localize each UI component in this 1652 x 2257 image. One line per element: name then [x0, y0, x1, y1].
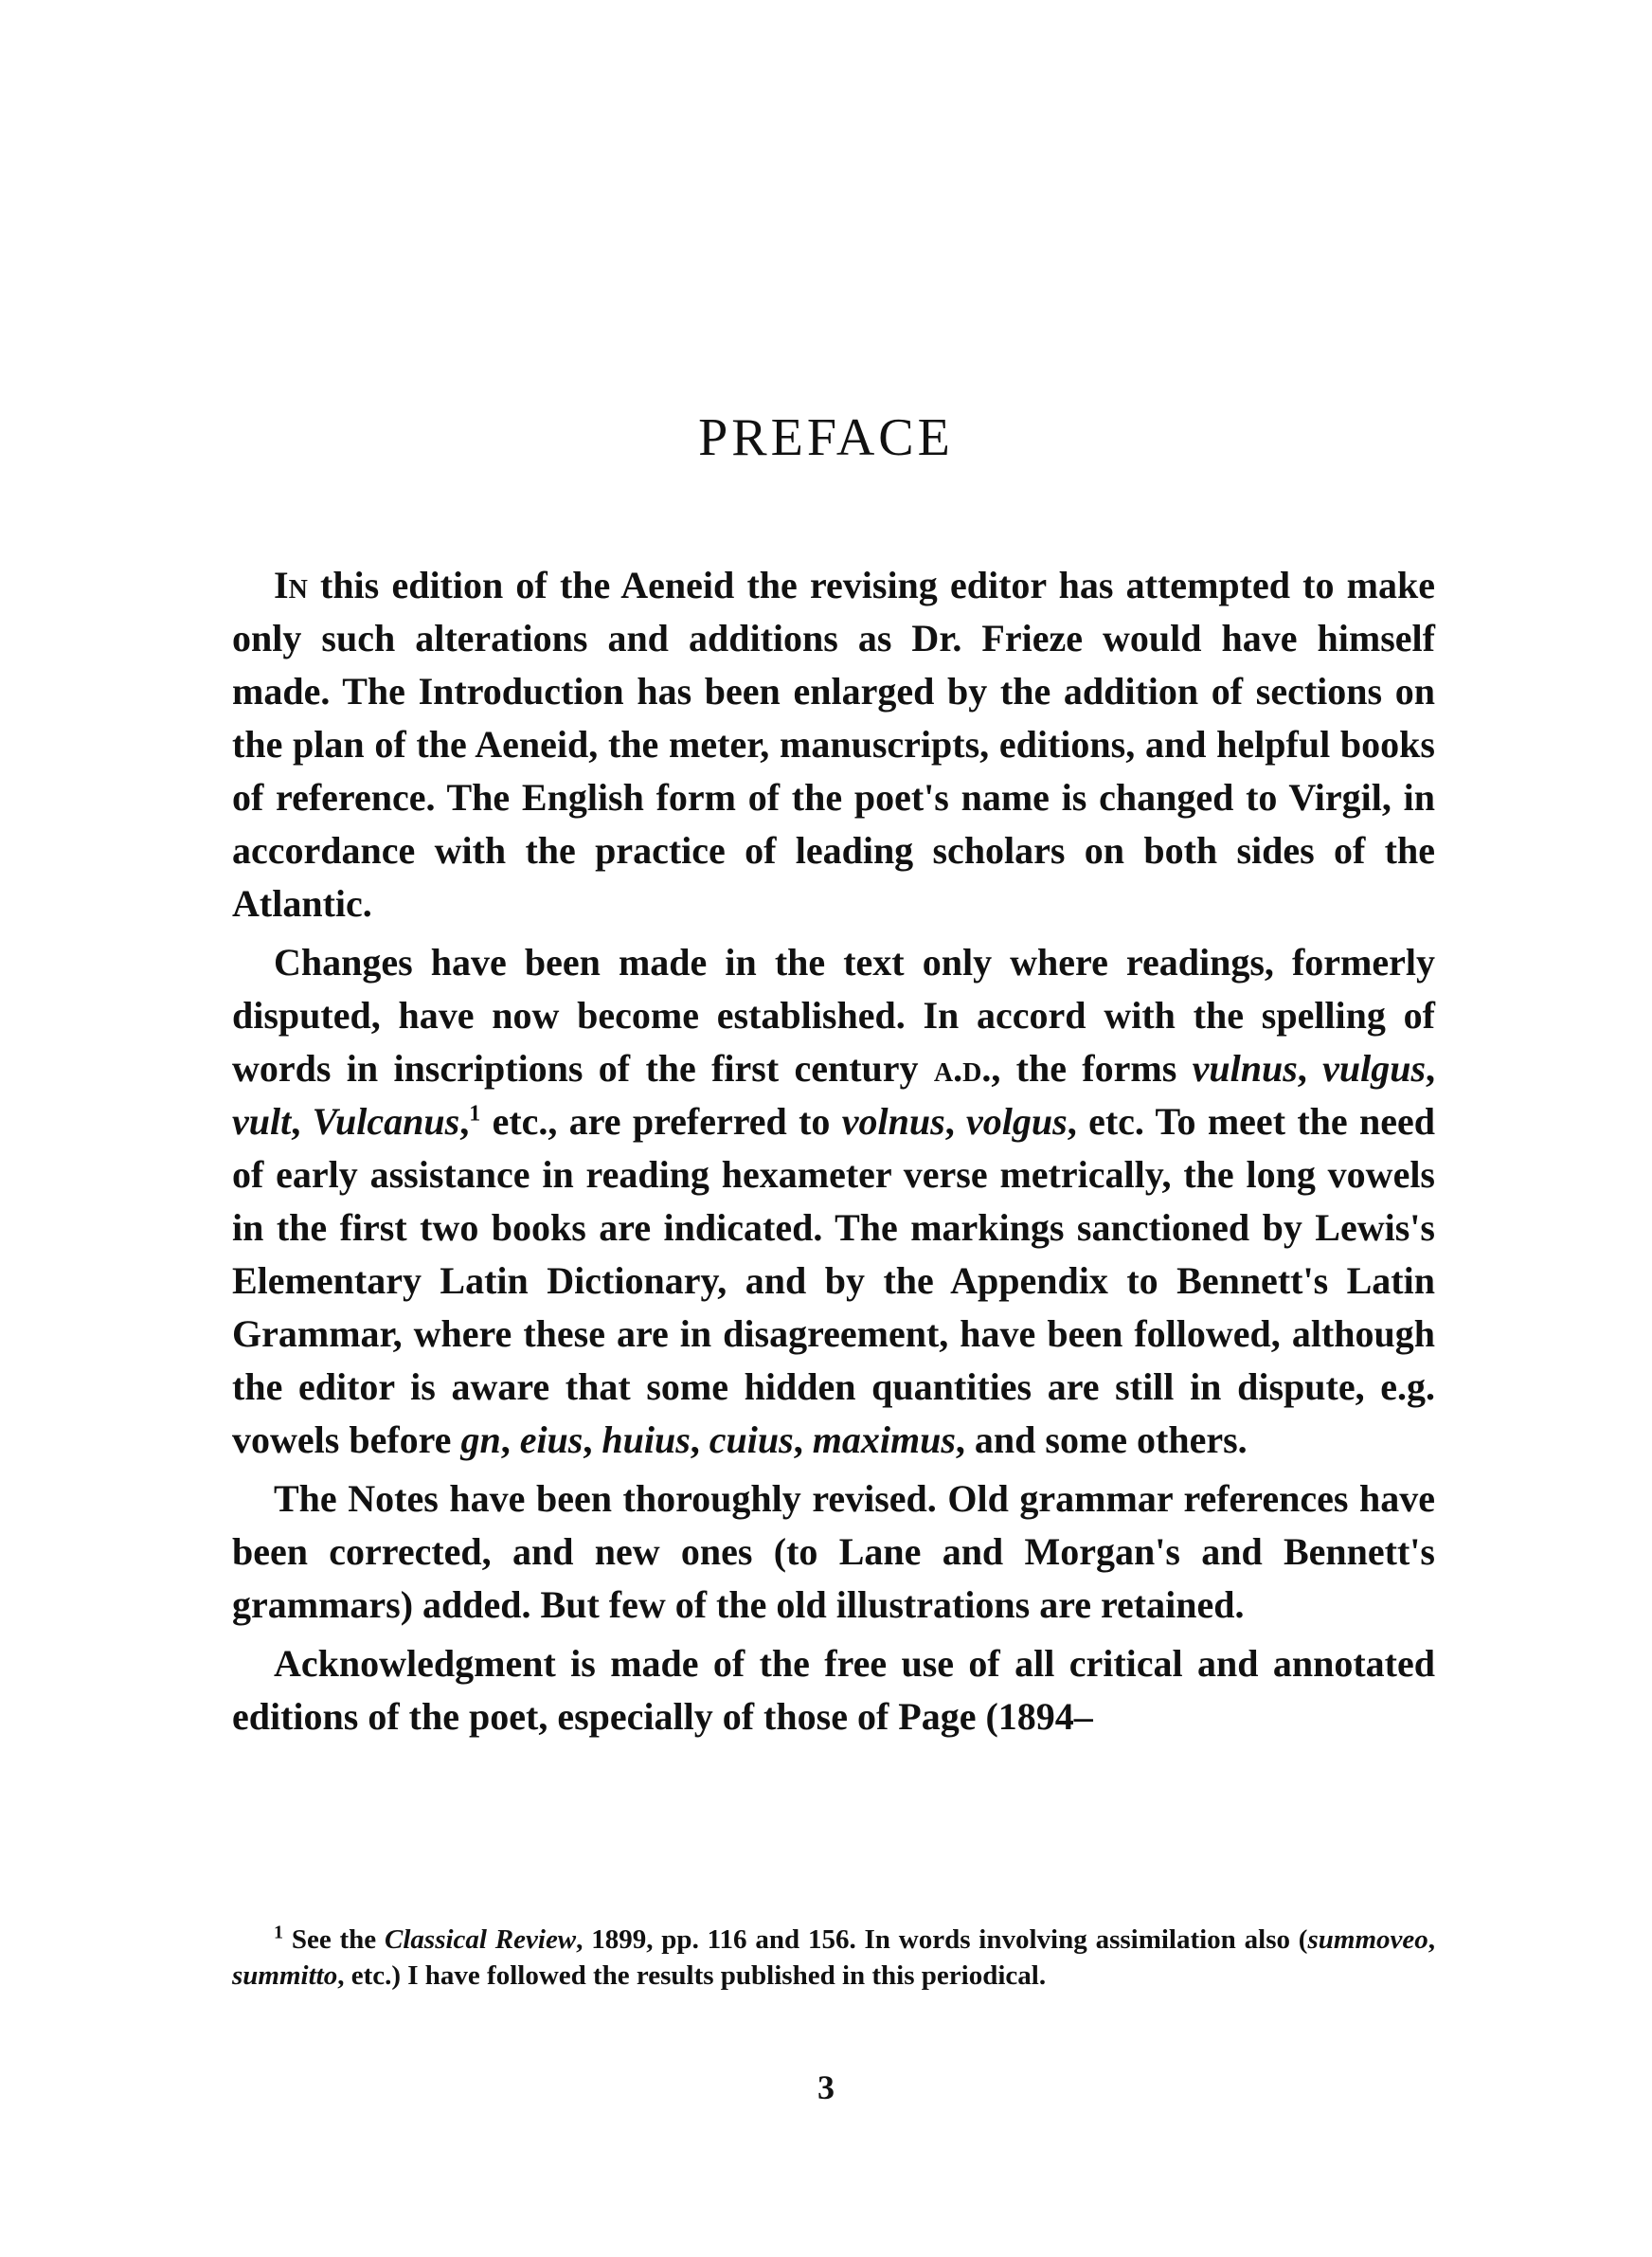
paragraph-3	[232, 1472, 1435, 1632]
footnote-text: , 1899, pp. 116 and 156. In words involving assimilation also (	[576, 1924, 1308, 1955]
separator: ,	[1297, 1047, 1323, 1090]
footnote-text: , etc.) I have followed the results published in this periodical.	[337, 1960, 1047, 1991]
separator: ,	[459, 1100, 470, 1143]
separator: ,	[944, 1100, 967, 1143]
separator: ,	[291, 1100, 313, 1143]
page-title: PREFACE	[698, 408, 954, 467]
latin-word: vulnus	[1192, 1047, 1298, 1090]
latin-word: huius	[602, 1418, 691, 1461]
footnote-reference[interactable]: 1	[469, 1101, 481, 1127]
separator: ,	[690, 1418, 709, 1461]
paragraph-2-text: etc., are preferred to	[480, 1100, 842, 1143]
latin-word: volgus	[966, 1100, 1068, 1143]
separator: ,	[500, 1418, 520, 1461]
preface-body	[232, 559, 1435, 1749]
paragraph-3-text: The Notes have been thoroughly revised. Old grammar references have been corrected, and new ones (to Lane and Morgan's and Bennett's grammars) added. But few of the old illustrations are retained.	[232, 1477, 1435, 1626]
latin-word: volnus	[841, 1100, 945, 1143]
paragraph-2	[232, 936, 1435, 1467]
lead-word: In	[274, 564, 308, 606]
footnote-text: See the	[283, 1924, 386, 1955]
paragraph-2-text: , and some others.	[955, 1418, 1248, 1461]
paragraph-2-text: , the forms	[991, 1047, 1193, 1090]
latin-word: vulgus	[1322, 1047, 1427, 1090]
page-number: 3	[817, 2068, 835, 2106]
paragraph-1-text: this edition of the Aeneid the revising editor has attempted to make only such alterations and additions as Dr. Frieze would have himself made. The Introduction has been enlarged by the addition of sections on the plan of the Aeneid, the meter, manuscripts, editions, and helpful books of reference. The English form of the poet's name is changed to Virgil, in accordance with the practice of leading scholars on both sides of the Atlantic.	[232, 564, 1435, 925]
paragraph-4	[232, 1637, 1435, 1743]
latin-word: eius	[519, 1418, 584, 1461]
footnote-marker: 1	[274, 1922, 283, 1943]
paragraph-2-text: Changes have been made in the text only where readings, formerly disputed, have now become established. In accord with the spelling of words in inscriptions of the first century	[232, 941, 1435, 1090]
latin-word: vult	[232, 1100, 292, 1143]
latin-word: cuius	[709, 1418, 794, 1461]
separator: ,	[1426, 1047, 1436, 1090]
paragraph-4-text: Acknowledgment is made of the free use of all critical and annotated editions of the poet, especially of those of Page (1894–	[232, 1642, 1435, 1738]
separator: ,	[1428, 1924, 1435, 1955]
paragraph-2-text: , etc. To meet the need of early assistance in reading hexameter verse metrically, the long vowels in the first two books are indicated. The markings sanctioned by Lewis's Elementary Latin Dictionary, and by the Appendix to Bennett's Latin Grammar, where these are in disagreement, have been followed, although the editor is aware that some hidden quantities are still in dispute, e.g. vowels before	[232, 1100, 1436, 1461]
latin-word: summitto	[232, 1960, 338, 1991]
latin-word: gn	[460, 1418, 501, 1461]
separator: ,	[583, 1418, 602, 1461]
latin-word: summoveo	[1307, 1924, 1428, 1955]
footnote-1	[232, 1922, 1435, 1994]
journal-title: Classical Review	[385, 1924, 577, 1955]
footnote	[232, 1922, 1435, 1994]
paragraph-1	[232, 559, 1435, 930]
latin-word: Vulcanus	[312, 1100, 460, 1143]
separator: ,	[793, 1418, 813, 1461]
era-abbreviation: a.d.	[933, 1047, 992, 1090]
latin-word: maximus	[812, 1418, 956, 1461]
